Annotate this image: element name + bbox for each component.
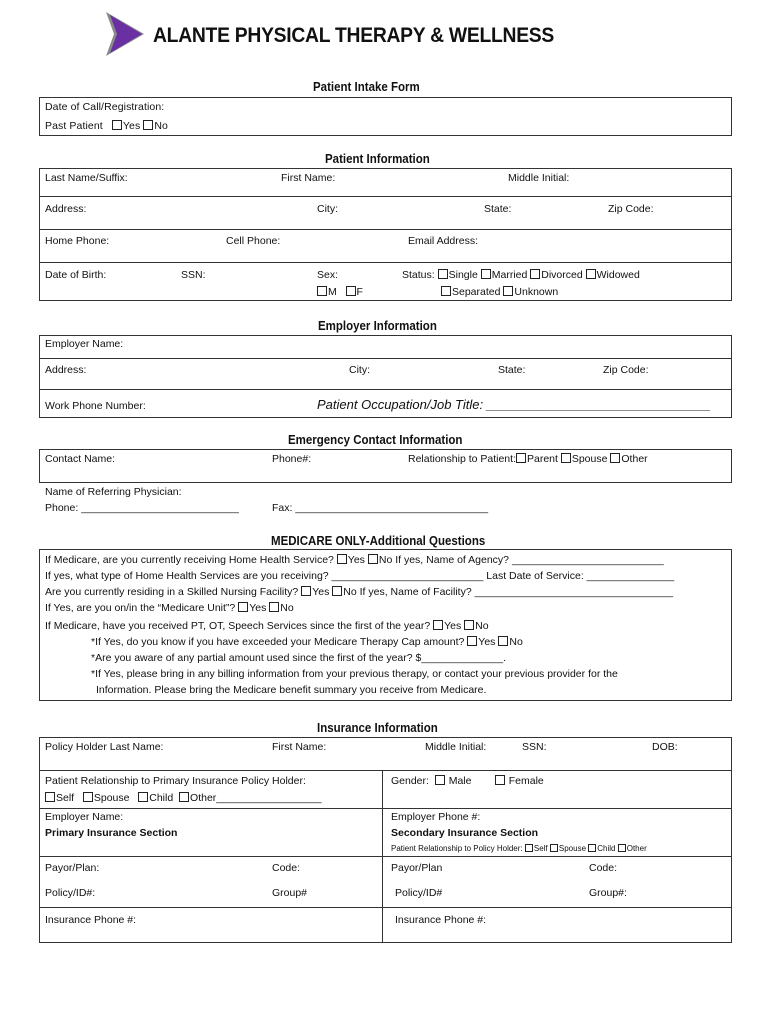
- relationship-row: [408, 453, 648, 465]
- yes-label: Yes: [444, 620, 462, 632]
- relationship-spouse-checkbox[interactable]: [561, 453, 571, 463]
- medicare-q2[interactable]: If yes, what type of Home Health Services are you receiving? __________________________ Last Date of Service: _______________: [45, 570, 675, 582]
- status-divorced-checkbox[interactable]: [530, 269, 540, 279]
- self-label: Self: [533, 844, 548, 853]
- sex-options: [317, 286, 363, 298]
- other-label: Other: [626, 844, 647, 853]
- clinic-title: ALANTE PHYSICAL THERAPY & WELLNESS: [153, 24, 555, 47]
- q3-no-checkbox[interactable]: [332, 586, 342, 596]
- q4-no-checkbox[interactable]: [269, 602, 279, 612]
- past-patient-yes-checkbox[interactable]: [112, 120, 122, 130]
- primary-relationship-label: Patient Relationship to Primary Insurance Policy Holder:: [45, 775, 306, 787]
- relationship-label: Relationship to Patient:: [408, 453, 516, 465]
- q1-text: If Medicare, are you currently receiving Home Health Service?: [45, 554, 334, 566]
- insurance-heading: Insurance Information: [317, 721, 438, 735]
- widowed-label: Widowed: [596, 269, 640, 281]
- secondary-policy-field[interactable]: Policy/ID#: [395, 887, 443, 899]
- status-single-checkbox[interactable]: [438, 269, 448, 279]
- patient-info-box: [39, 168, 732, 301]
- medicare-q7[interactable]: *Are you aware of any partial amount used since the first of the year? $______________.: [91, 652, 507, 664]
- q6-yes-checkbox[interactable]: [467, 636, 477, 646]
- status-row-2: [441, 286, 558, 298]
- relationship-other-checkbox[interactable]: [610, 453, 620, 463]
- contact-name-field[interactable]: Contact Name:: [45, 453, 116, 465]
- single-label: Single: [448, 269, 478, 281]
- past-patient-row: [45, 120, 168, 132]
- last-name-field[interactable]: Last Name/Suffix:: [45, 172, 128, 184]
- no-label: No: [475, 620, 489, 632]
- secondary-payor-field[interactable]: Payor/Plan: [391, 862, 443, 874]
- status-separated-checkbox[interactable]: [441, 286, 451, 296]
- policy-holder-dob-field[interactable]: DOB:: [652, 741, 678, 753]
- primary-insurance-heading: Primary Insurance Section: [45, 827, 178, 839]
- female-label: Female: [508, 775, 544, 787]
- other-checkbox[interactable]: [179, 792, 189, 802]
- child-checkbox[interactable]: [138, 792, 148, 802]
- separated-label: Separated: [452, 286, 501, 298]
- q5-no-checkbox[interactable]: [464, 620, 474, 630]
- secondary-group-field[interactable]: Group#:: [589, 887, 627, 899]
- referring-physician-field[interactable]: Name of Referring Physician:: [45, 486, 182, 498]
- email-field[interactable]: Email Address:: [408, 235, 479, 247]
- yes-label: Yes: [312, 586, 330, 598]
- registration-date-label: Date of Call/Registration:: [45, 101, 165, 113]
- occupation-field[interactable]: Patient Occupation/Job Title: _______________________________: [317, 397, 711, 412]
- past-patient-no-checkbox[interactable]: [143, 120, 153, 130]
- f-label: F: [356, 286, 363, 298]
- secondary-self-checkbox[interactable]: [525, 844, 533, 852]
- q6-no-checkbox[interactable]: [498, 636, 508, 646]
- past-patient-label: Past Patient: [45, 120, 103, 132]
- zip-field[interactable]: Zip Code:: [608, 203, 654, 215]
- married-label: Married: [491, 269, 528, 281]
- no-label: No: [509, 636, 523, 648]
- employer-address-field[interactable]: Address:: [45, 364, 87, 376]
- q5-yes-checkbox[interactable]: [433, 620, 443, 630]
- q4-text: If Yes, are you on/in the “Medicare Unit”?: [45, 602, 236, 614]
- yes-label: Yes: [122, 120, 141, 132]
- medicare-q6: [91, 636, 523, 648]
- medicare-q1: [45, 554, 664, 566]
- policy-holder-first-name-field[interactable]: First Name:: [272, 741, 327, 753]
- primary-payor-field[interactable]: Payor/Plan:: [45, 862, 100, 874]
- no-label: No: [378, 554, 393, 566]
- no-label: No: [280, 602, 294, 614]
- secondary-other-checkbox[interactable]: [618, 844, 626, 852]
- policy-holder-ssn-field[interactable]: SSN:: [522, 741, 547, 753]
- employer-zip-field[interactable]: Zip Code:: [603, 364, 649, 376]
- parent-label: Parent: [526, 453, 558, 465]
- spouse-checkbox[interactable]: [83, 792, 93, 802]
- medicare-heading: MEDICARE ONLY-Additional Questions: [271, 534, 486, 548]
- policy-holder-middle-field[interactable]: Middle Initial:: [425, 741, 487, 753]
- child-label: Child: [597, 844, 616, 853]
- q1-no-checkbox[interactable]: [368, 554, 378, 564]
- gender-row: [391, 775, 544, 787]
- medicare-q8b: Information. Please bring the Medicare benefit summary you receive from Medicare.: [96, 684, 487, 696]
- insurance-box: [39, 737, 732, 943]
- spouse-label: Spouse: [93, 792, 130, 804]
- q6-text: *If Yes, do you know if you have exceeded your Medicare Therapy Cap amount?: [91, 636, 465, 648]
- medicare-q4: [45, 602, 294, 614]
- sex-f-checkbox[interactable]: [346, 286, 356, 296]
- emergency-heading: Emergency Contact Information: [288, 433, 463, 447]
- spouse-label: Spouse: [558, 844, 587, 853]
- employer-name-field-ins[interactable]: Employer Name:: [45, 811, 124, 823]
- patient-info-heading: Patient Information: [325, 152, 430, 166]
- employer-name-field[interactable]: Employer Name:: [45, 338, 124, 350]
- primary-policy-field[interactable]: Policy/ID#:: [45, 887, 96, 899]
- status-married-checkbox[interactable]: [481, 269, 491, 279]
- q3-yes-checkbox[interactable]: [301, 586, 311, 596]
- first-name-field[interactable]: First Name:: [281, 172, 336, 184]
- divorced-label: Divorced: [541, 269, 583, 281]
- relationship-parent-checkbox[interactable]: [516, 453, 526, 463]
- facility-name-field[interactable]: If yes, Name of Facility? __________________________________: [359, 586, 674, 598]
- sex-m-checkbox[interactable]: [317, 286, 327, 296]
- child-label: Child: [149, 792, 174, 804]
- other-label: Other: [621, 453, 648, 465]
- m-label: M: [328, 286, 337, 298]
- medicare-q8a: *If Yes, please bring in any billing information from your previous therapy, or contact your previous provider for the: [91, 668, 618, 680]
- yes-label: Yes: [478, 636, 496, 648]
- employer-info-heading: Employer Information: [318, 319, 437, 333]
- secondary-relationship-label: Patient Relationship to Policy Holder:: [391, 844, 523, 853]
- female-checkbox[interactable]: [495, 775, 505, 785]
- other-field[interactable]: Other__________________: [190, 792, 322, 804]
- male-checkbox[interactable]: [435, 775, 445, 785]
- status-row: [402, 269, 640, 281]
- middle-initial-field[interactable]: Middle Initial:: [508, 172, 570, 184]
- medicare-q5: [45, 620, 489, 632]
- policy-holder-last-name-field[interactable]: Policy Holder Last Name:: [45, 741, 164, 753]
- secondary-code-field[interactable]: Code:: [589, 862, 618, 874]
- referring-fax-field[interactable]: Fax: _________________________________: [272, 502, 489, 514]
- home-phone-field[interactable]: Home Phone:: [45, 235, 110, 247]
- employer-phone-field-ins[interactable]: Employer Phone #:: [391, 811, 481, 823]
- medicare-q3: [45, 586, 673, 598]
- city-field[interactable]: City:: [317, 203, 338, 215]
- chevron-logo-icon: [104, 12, 148, 58]
- primary-group-field[interactable]: Group#: [272, 887, 308, 899]
- yes-label: Yes: [347, 554, 365, 566]
- dob-field[interactable]: Date of Birth:: [45, 269, 107, 281]
- status-label: Status:: [402, 269, 435, 281]
- self-label: Self: [56, 792, 75, 804]
- employer-city-field[interactable]: City:: [349, 364, 370, 376]
- work-phone-field[interactable]: Work Phone Number:: [45, 400, 146, 412]
- q3-text: Are you currently residing in a Skilled Nursing Facility?: [45, 586, 299, 598]
- unknown-label: Unknown: [514, 286, 559, 298]
- cell-phone-field[interactable]: Cell Phone:: [226, 235, 281, 247]
- secondary-relationship-row: [391, 844, 647, 853]
- no-label: No: [154, 120, 168, 132]
- employer-state-field[interactable]: State:: [498, 364, 526, 376]
- no-label: No: [343, 586, 357, 598]
- yes-label: Yes: [249, 602, 267, 614]
- agency-name-field[interactable]: If yes, Name of Agency? __________________________: [395, 554, 664, 566]
- form-title: Patient Intake Form: [313, 80, 420, 94]
- secondary-spouse-checkbox[interactable]: [550, 844, 558, 852]
- secondary-insurance-phone-field[interactable]: Insurance Phone #:: [395, 914, 487, 926]
- referring-phone-field[interactable]: Phone: ___________________________: [45, 502, 239, 514]
- secondary-insurance-heading: Secondary Insurance Section: [391, 827, 539, 839]
- q1-yes-checkbox[interactable]: [337, 554, 347, 564]
- contact-phone-field[interactable]: Phone#:: [272, 453, 312, 465]
- ssn-field[interactable]: SSN:: [181, 269, 206, 281]
- status-unknown-checkbox[interactable]: [503, 286, 513, 296]
- sex-label: Sex:: [317, 269, 339, 281]
- status-widowed-checkbox[interactable]: [586, 269, 596, 279]
- address-field[interactable]: Address:: [45, 203, 87, 215]
- male-label: Male: [448, 775, 472, 787]
- primary-insurance-phone-field[interactable]: Insurance Phone #:: [45, 914, 137, 926]
- state-field[interactable]: State:: [484, 203, 512, 215]
- q4-yes-checkbox[interactable]: [238, 602, 248, 612]
- primary-relationship-options: [45, 792, 321, 804]
- self-checkbox[interactable]: [45, 792, 55, 802]
- secondary-child-checkbox[interactable]: [588, 844, 596, 852]
- q5-text: If Medicare, have you received PT, OT, Speech Services since the first of the year?: [45, 620, 431, 632]
- spouse-label: Spouse: [571, 453, 608, 465]
- primary-code-field[interactable]: Code:: [272, 862, 301, 874]
- gender-label: Gender:: [391, 775, 429, 787]
